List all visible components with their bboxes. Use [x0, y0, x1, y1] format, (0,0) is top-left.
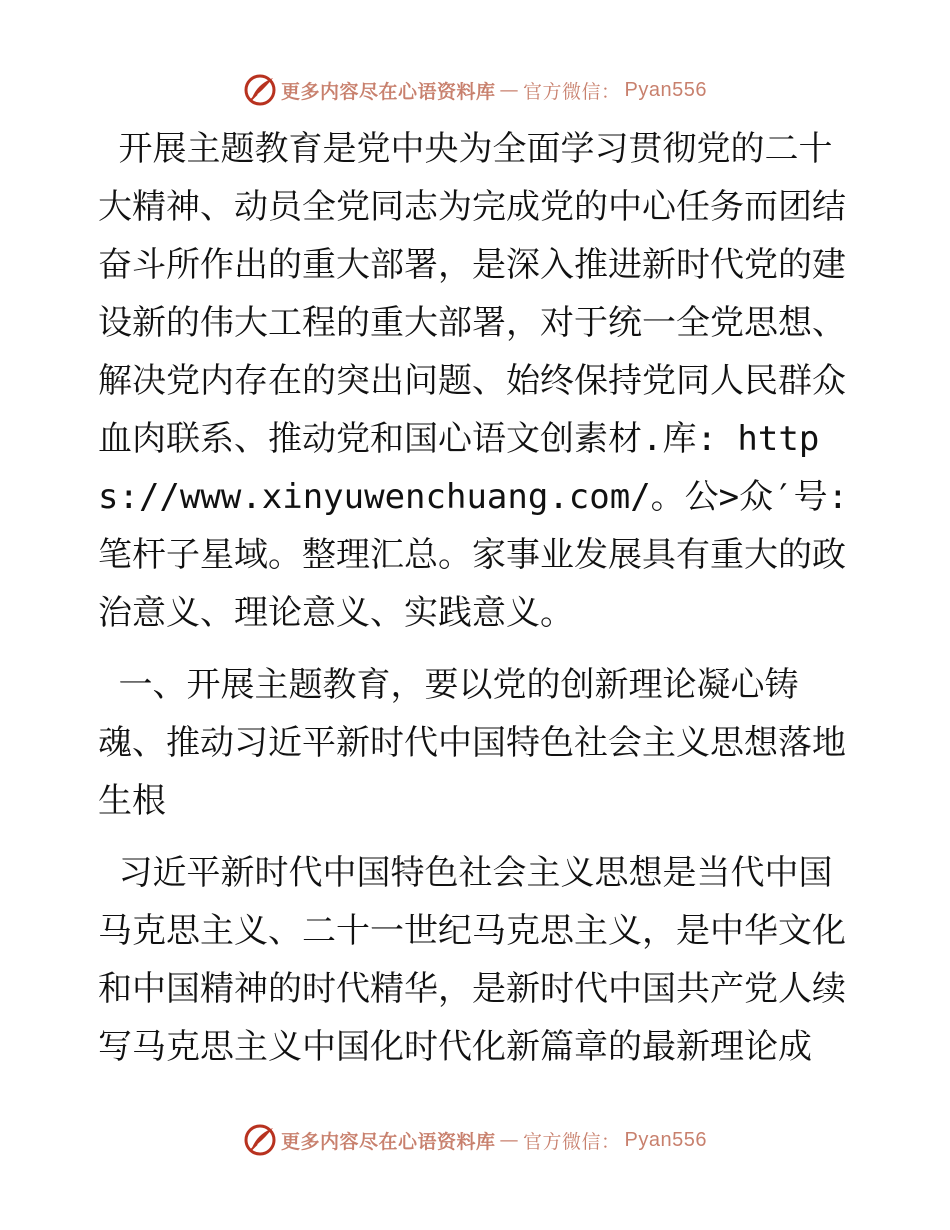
watermark-footer [0, 1120, 950, 1160]
watermark-dash: — [499, 79, 520, 101]
paragraph-section-1: 习近平新时代中国特色社会主义思想是当代中国马克思主义、二十一世纪马克思主义，是中华文化和中国精神的时代精华，是新时代中国共产党人续写马克思主义中国化时代化新篇章的最新理论成 [98, 853, 846, 1067]
watermark-sub-text: 官方微信： [523, 80, 621, 103]
watermark-sub-text: 官方微信： [523, 1130, 621, 1153]
section-heading-1: 一、开展主题教育，要以党的创新理论凝心铸魂、推动习近平新时代中国特色社会主义思想落地生根 [98, 665, 846, 821]
watermark-wechat-id: Pyan556 [624, 78, 707, 101]
watermark-wechat-id: Pyan556 [624, 1128, 707, 1151]
quill-logo-icon [243, 1123, 277, 1157]
paragraph-intro: 开展主题教育是党中央为全面学习贯彻党的二十大精神、动员全党同志为完成党的中心任务而团结奋斗所作出的重大部署，是深入推进新时代党的建设新的伟大工程的重大部署，对于统一全党思想、解决党内存在的突出问题、始终保持党同人民群众血肉联系、推动党和国心语文创素材.库: https://www.xinyuwenchuang.com/。公>众′号: 笔杆子星域。整理汇总。家事业发展具有重大的政治意义、理论意义、实践意义。 [98, 129, 869, 633]
watermark-header [0, 70, 950, 110]
watermark-main-text: 更多内容尽在心语资料库 [281, 80, 496, 103]
watermark-main-text: 更多内容尽在心语资料库 [281, 1130, 496, 1153]
watermark-dash: — [499, 1129, 520, 1151]
document-body [98, 120, 869, 1076]
quill-logo-icon [243, 73, 277, 107]
